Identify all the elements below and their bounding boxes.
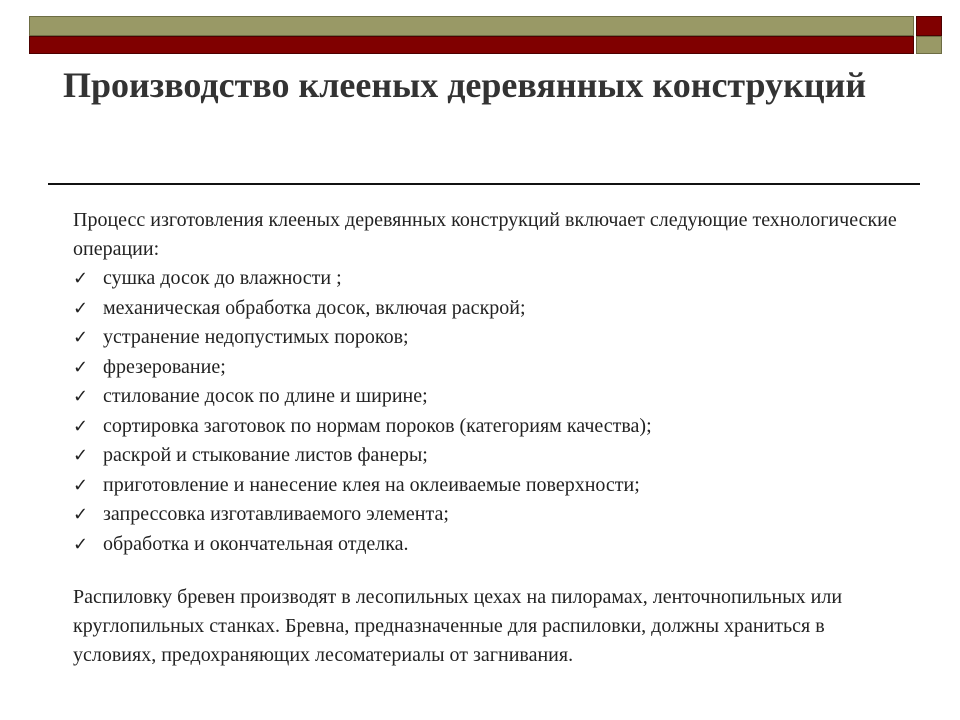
list-item xyxy=(73,323,903,353)
list-item xyxy=(73,353,903,383)
checkmark-icon: ✓ xyxy=(73,415,89,437)
header-bar-olive xyxy=(29,16,914,36)
list-item-text: устранение недопустимых пороков; xyxy=(103,326,409,348)
list-item-text: фрезерование; xyxy=(103,355,226,378)
checkmark-icon: ✓ xyxy=(73,474,89,496)
checkmark-icon: ✓ xyxy=(73,356,89,378)
body-paragraph: Распиловку бревен производят в лесопильных цехах на пилорамах, ленточнопильных или круглопильных станках. Бревна, предназначенные для распиловки, должны храниться в условиях, предохраняющих лесоматериалы от загнивания. xyxy=(73,586,843,666)
checkmark-icon: ✓ xyxy=(73,533,89,555)
title-divider xyxy=(48,183,920,185)
header-bar-maroon xyxy=(29,36,914,54)
slide-content xyxy=(73,206,903,670)
corner-square-maroon xyxy=(916,16,942,36)
list-item xyxy=(73,294,903,324)
list-item xyxy=(73,471,903,501)
list-item-text: механическая обработка досок, включая раскрой; xyxy=(103,296,526,319)
list-item-text: приготовление и нанесение клея на оклеиваемые поверхности; xyxy=(103,473,640,496)
list-item xyxy=(73,382,903,412)
slide-title: Производство клееных деревянных конструкций xyxy=(63,65,867,105)
checkmark-icon: ✓ xyxy=(73,386,89,407)
list-item-text: запрессовка изготавливаемого элемента; xyxy=(103,503,449,525)
list-item xyxy=(73,412,903,442)
list-item xyxy=(73,530,903,560)
list-item-text: сушка досок до влажности ; xyxy=(103,267,342,289)
list-item-text: раскрой и стыкование листов фанеры; xyxy=(103,444,428,466)
list-item xyxy=(73,500,903,530)
corner-square-olive xyxy=(916,36,942,54)
checkmark-icon: ✓ xyxy=(73,504,89,525)
checkmark-icon: ✓ xyxy=(73,327,89,348)
intro-text: Процесс изготовления клееных деревянных конструкций включает следующие технологические операции: xyxy=(73,209,897,260)
list-item xyxy=(73,264,903,294)
list-item xyxy=(73,441,903,471)
list-item-text: сортировка заготовок по нормам пороков (категориям качества); xyxy=(103,414,652,437)
checkmark-icon: ✓ xyxy=(73,268,89,289)
list-item-text: стилование досок по длине и ширине; xyxy=(103,385,428,407)
checkmark-icon: ✓ xyxy=(73,445,89,466)
checkmark-icon: ✓ xyxy=(73,297,89,319)
operations-list xyxy=(73,264,903,559)
list-item-text: обработка и окончательная отделка. xyxy=(103,532,409,555)
